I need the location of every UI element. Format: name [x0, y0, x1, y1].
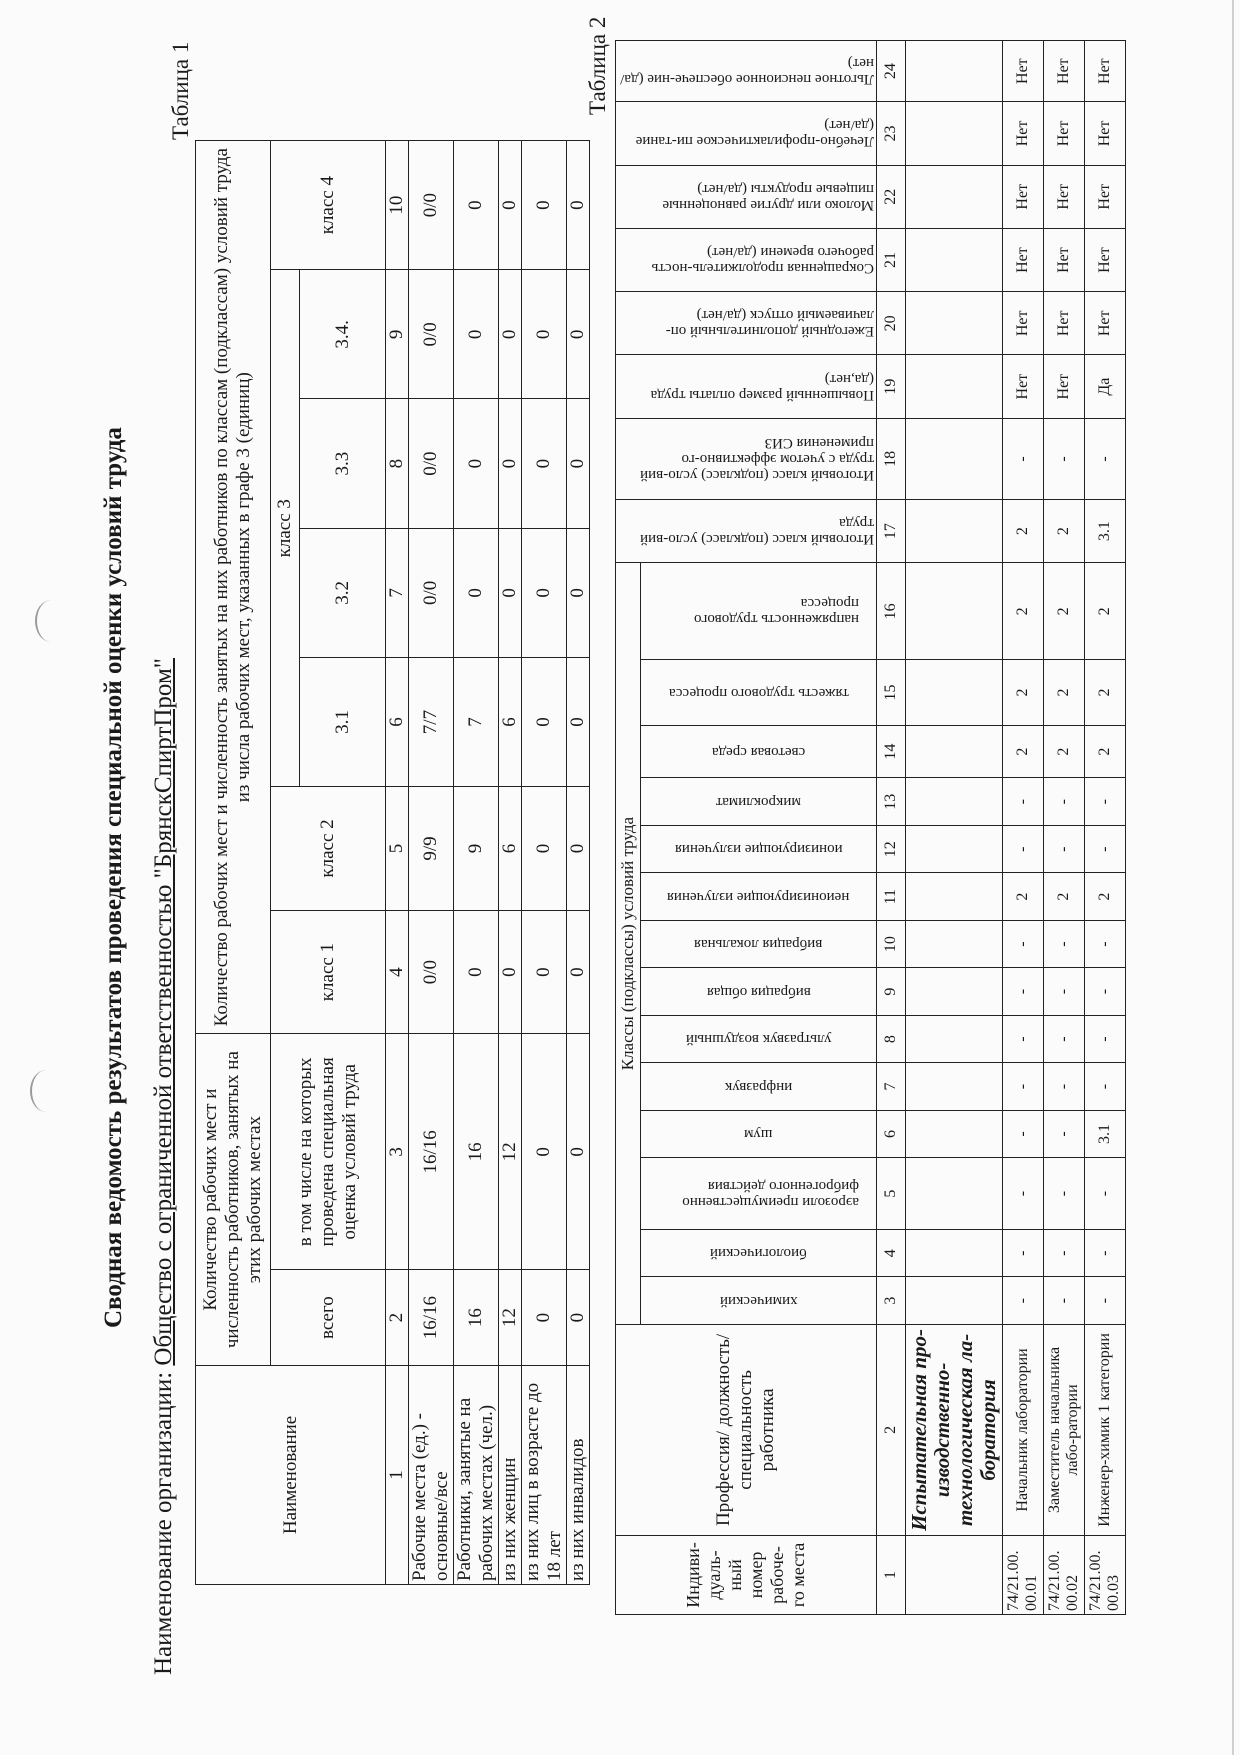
cell: 16/16 — [409, 1270, 454, 1366]
col-number: 12 — [877, 825, 906, 872]
col-number: 1 — [386, 1365, 409, 1584]
cell: - — [1003, 778, 1044, 825]
cell: Нет — [1003, 165, 1044, 228]
table-1 — [195, 140, 590, 1585]
profession: Начальник лаборатории — [1003, 1324, 1044, 1535]
t2-header-extra-leave: Ежегодный дополнительный оп-лачиваемый отпуск (да/нет) — [665, 307, 874, 340]
col-number: 11 — [877, 873, 906, 920]
cell: 0 — [454, 910, 499, 1034]
factor-ultrasound: ультразвук воздушный — [685, 1031, 832, 1048]
table-row — [1044, 41, 1085, 1615]
t2-column-numbers — [877, 41, 906, 1615]
cell: 7 — [454, 657, 499, 786]
cell: 0/0 — [409, 270, 454, 399]
cell: - — [1085, 1063, 1126, 1110]
col-number: 5 — [386, 787, 409, 911]
cell: 0 — [567, 1270, 590, 1366]
cell: 9/9 — [409, 787, 454, 911]
cell: 0/0 — [409, 528, 454, 657]
col-number: 10 — [877, 920, 906, 967]
cell: - — [1044, 1015, 1085, 1062]
workplace-id: 74/21.00. 00.02 — [1044, 1535, 1085, 1614]
cell: 0 — [522, 399, 567, 528]
cell: 2 — [1044, 725, 1085, 778]
cell: 7/7 — [409, 657, 454, 786]
t2-header-increased-pay: Повышенный размер оплаты труда (да,нет) — [650, 370, 874, 403]
cell: 2 — [1003, 660, 1044, 725]
col-number: 18 — [877, 418, 906, 499]
cell: Нет — [1003, 228, 1044, 291]
factor-biological: биологический — [710, 1245, 807, 1262]
cell: - — [1003, 1229, 1044, 1276]
cell: - — [1044, 920, 1085, 967]
cell: 0 — [567, 270, 590, 399]
cell: 2 — [1044, 563, 1085, 660]
factor-infrasound: инфразвук — [725, 1078, 793, 1095]
t1-header-3-3: 3.3 — [300, 399, 386, 528]
cell: - — [1044, 968, 1085, 1015]
factor-microclimate: микроклимат — [716, 793, 802, 810]
cell: 0 — [567, 399, 590, 528]
col-number: 3 — [877, 1277, 906, 1324]
cell: - — [1085, 1229, 1126, 1276]
cell: - — [1085, 968, 1126, 1015]
col-number: 21 — [877, 228, 906, 291]
factor-vibration-general: вибрация общая — [706, 983, 811, 1000]
cell: Нет — [1044, 292, 1085, 355]
t2-header-reduced-hours: Сокращенная продолжитель-ность рабочего времени (да/нет) — [651, 244, 874, 277]
cell: 0 — [522, 270, 567, 399]
cell: 2 — [1003, 563, 1044, 660]
t2-header-therapeutic-food: Лечебно-профилактическое пи-тание (да/нет) — [635, 117, 874, 150]
cell: - — [1085, 1158, 1126, 1230]
factor-noise: шум — [744, 1126, 773, 1142]
t2-header-workplace-no: Индиви-дуаль-ный номер рабоче-го места — [616, 1535, 877, 1614]
factor-aerosols: аэрозоли преимущественно фиброгенного действия — [681, 1177, 859, 1210]
cell: - — [1003, 1277, 1044, 1324]
t1-header-class1: класс 1 — [271, 910, 386, 1034]
t1-header-count-group: Количество рабочих мест и численность работников, занятых на этих рабочих местах — [196, 1034, 271, 1366]
col-number: 13 — [877, 778, 906, 825]
cell: 0 — [454, 528, 499, 657]
cell: 0 — [522, 1270, 567, 1366]
cell: 0 — [499, 399, 522, 528]
cell: - — [1044, 418, 1085, 499]
col-number: 20 — [877, 292, 906, 355]
cell: - — [1003, 1015, 1044, 1062]
cell: - — [1085, 920, 1126, 967]
cell: - — [1003, 1110, 1044, 1157]
cell: - — [1085, 1277, 1126, 1324]
cell: 12 — [499, 1270, 522, 1366]
cell: - — [1044, 778, 1085, 825]
cell: 2 — [1044, 660, 1085, 725]
table-2 — [615, 40, 1126, 1615]
t1-header-name: Наименование — [196, 1365, 386, 1584]
table1-caption: Таблица 1 — [168, 41, 193, 140]
cell: 2 — [1085, 563, 1126, 660]
t2-header-milk: Молоко или другие равноценные пищевые продукты (да/нет) — [661, 180, 874, 213]
cell: Нет — [1003, 292, 1044, 355]
cell: - — [1044, 825, 1085, 872]
factor-chemical: химический — [719, 1292, 798, 1309]
cell: Нет — [1044, 355, 1085, 418]
col-number: 9 — [386, 270, 409, 399]
cell: - — [1003, 920, 1044, 967]
cell: - — [1085, 778, 1126, 825]
t2-header-profession: Профессия/ должность/ специальность работника — [616, 1324, 877, 1535]
cell: 2 — [1003, 725, 1044, 778]
cell: - — [1044, 1229, 1085, 1276]
cell: 0 — [499, 910, 522, 1034]
cell: 2 — [1044, 873, 1085, 920]
cell: Нет — [1085, 228, 1126, 291]
factor-labor-intensity: напряженность трудового процесса — [693, 595, 859, 628]
cell: - — [1003, 968, 1044, 1015]
factor-labor-severity: тяжесть трудового процесса — [668, 684, 849, 701]
table-row — [522, 141, 567, 1585]
col-number: 15 — [877, 660, 906, 725]
cell: 0 — [522, 528, 567, 657]
cell: - — [1003, 418, 1044, 499]
cell: - — [1003, 825, 1044, 872]
col-number: 23 — [877, 102, 906, 165]
cell: Нет — [1044, 228, 1085, 291]
cell: 12 — [499, 1034, 522, 1270]
cell: 0/0 — [409, 141, 454, 270]
cell: 0 — [567, 787, 590, 911]
cell: 3.1 — [1085, 1110, 1126, 1157]
col-number: 5 — [877, 1158, 906, 1230]
col-number: 22 — [877, 165, 906, 228]
org-name: Общество с ограниченной ответственностью "БрянскСпиртПром" — [150, 658, 177, 1366]
cell: - — [1044, 1277, 1085, 1324]
t1-header-class2: класс 2 — [271, 787, 386, 911]
table-row — [409, 141, 454, 1585]
cell: 0 — [567, 1034, 590, 1270]
cell: Нет — [1044, 102, 1085, 165]
col-number: 14 — [877, 725, 906, 778]
t2-header-classes-group: Классы (подклассы) условий труда — [616, 563, 641, 1325]
workplace-id: 74/21.00. 00.01 — [1003, 1535, 1044, 1614]
col-number: 24 — [877, 41, 906, 102]
t1-header-3-2: 3.2 — [300, 528, 386, 657]
cell: 0 — [454, 270, 499, 399]
t1-header-assessed: в том числе на которых проведена специальная оценка условий труда — [271, 1034, 386, 1270]
cell: 0 — [454, 141, 499, 270]
t1-header-3-4: 3.4. — [300, 270, 386, 399]
col-number: 3 — [386, 1034, 409, 1270]
cell: 0 — [522, 141, 567, 270]
cell: 2 — [1085, 660, 1126, 725]
t1-header-classes-group: Количество рабочих мест и численность занятых на них работников по классам (подклассам) условий труда из числа рабочих мест, указанных в графе 3 (единиц) — [196, 141, 271, 1034]
row-label: Работники, занятые на рабочих местах (чел.) — [454, 1365, 499, 1584]
cell: - — [1085, 418, 1126, 499]
col-number: 7 — [386, 528, 409, 657]
t2-header-final-class-siz: Итоговый класс (подкласс) усло-вий труда с учетом эффективно-го применения СИЗ — [639, 434, 874, 483]
col-number: 6 — [386, 657, 409, 786]
cell: 2 — [1003, 500, 1044, 563]
col-number: 17 — [877, 500, 906, 563]
workplace-id: 74/21.00. 00.03 — [1085, 1535, 1126, 1614]
t1-header-total: всего — [271, 1270, 386, 1366]
organization-line — [150, 658, 178, 1675]
cell: - — [1085, 1015, 1126, 1062]
row-label: Рабочие места (ед.) - основные/все — [409, 1365, 454, 1584]
factor-vibration-local: вибрация локальная — [694, 936, 823, 953]
cell: 0 — [567, 910, 590, 1034]
cell: 0 — [522, 787, 567, 911]
cell: Нет — [1003, 41, 1044, 102]
table-row — [454, 141, 499, 1585]
table2-caption: Таблица 2 — [585, 16, 610, 115]
col-number: 7 — [877, 1063, 906, 1110]
col-number: 8 — [386, 399, 409, 528]
cell: 6 — [499, 657, 522, 786]
profession: Заместитель начальника лабо-ратории — [1044, 1324, 1085, 1535]
cell: Нет — [1044, 165, 1085, 228]
col-number: 9 — [877, 968, 906, 1015]
cell: 0/0 — [409, 910, 454, 1034]
cell: 16 — [454, 1270, 499, 1366]
cell: 0 — [567, 528, 590, 657]
cell: 16/16 — [409, 1034, 454, 1270]
col-number: 2 — [386, 1270, 409, 1366]
t1-header-class4: класс 4 — [271, 141, 386, 270]
cell: Нет — [1085, 41, 1126, 102]
col-number: 2 — [877, 1324, 906, 1535]
cell: 6 — [499, 787, 522, 911]
col-number: 4 — [386, 910, 409, 1034]
cell: Нет — [1044, 41, 1085, 102]
cell: 0 — [522, 657, 567, 786]
cell: 0 — [567, 141, 590, 270]
cell: Нет — [1085, 165, 1126, 228]
cell: 9 — [454, 787, 499, 911]
col-number: 4 — [877, 1229, 906, 1276]
col-number: 6 — [877, 1110, 906, 1157]
cell: 0 — [522, 910, 567, 1034]
org-label: Наименование организации: — [150, 1371, 177, 1675]
table-row — [499, 141, 522, 1585]
cell: 3.1 — [1085, 500, 1126, 563]
cell: 16 — [454, 1034, 499, 1270]
document-title: Сводная ведомость результатов проведения специальной оценки условий труда — [100, 427, 127, 1328]
row-label: из них лиц в возрасте до 18 лет — [522, 1365, 567, 1584]
cell: - — [1044, 1063, 1085, 1110]
row-label: из них женщин — [499, 1365, 522, 1584]
cell: Нет — [1085, 292, 1126, 355]
cell: 0 — [499, 528, 522, 657]
t2-header-final-class: Итоговый класс (подкласс) усло-вий труда — [639, 515, 874, 548]
section-row — [906, 41, 1003, 1615]
table-row — [567, 141, 590, 1585]
col-number: 16 — [877, 563, 906, 660]
cell: - — [1044, 1158, 1085, 1230]
cell: 2 — [1044, 500, 1085, 563]
col-number: 1 — [877, 1535, 906, 1614]
cell: - — [1003, 1158, 1044, 1230]
factor-ionizing: ионизирующие излучения — [674, 841, 843, 858]
col-number: 19 — [877, 355, 906, 418]
cell: Нет — [1003, 355, 1044, 418]
factor-nonionizing: неионизирующие излучения — [667, 888, 850, 905]
cell: Нет — [1003, 102, 1044, 165]
profession: Инженер-химик 1 категории — [1085, 1324, 1126, 1535]
cell: - — [1003, 1063, 1044, 1110]
table-row — [1003, 41, 1044, 1615]
cell: - — [1085, 825, 1126, 872]
row-label: из них инвалидов — [567, 1365, 590, 1584]
section-title: Испытательная про-изводственно-технологическая ла-боратория — [906, 1324, 1003, 1535]
col-number: 10 — [386, 141, 409, 270]
col-number: 8 — [877, 1015, 906, 1062]
cell: 0 — [454, 399, 499, 528]
cell: Нет — [1085, 102, 1126, 165]
factor-lighting: световая среда — [712, 743, 806, 760]
cell: 2 — [1085, 873, 1126, 920]
cell: 2 — [1003, 873, 1044, 920]
t1-header-3-1: 3.1 — [300, 657, 386, 786]
t2-header-pension: Льготное пенсионное обеспече-ние (да/нет) — [619, 55, 874, 88]
cell: 2 — [1085, 725, 1126, 778]
cell: - — [1044, 1110, 1085, 1157]
cell: 0 — [499, 270, 522, 399]
t1-column-numbers — [386, 141, 409, 1585]
cell: Да — [1085, 355, 1126, 418]
table-row — [1085, 41, 1126, 1615]
cell: 0 — [567, 657, 590, 786]
cell: 0 — [499, 141, 522, 270]
t1-header-class3: класс 3 — [271, 270, 300, 787]
cell: 0 — [522, 1034, 567, 1270]
cell: 0/0 — [409, 399, 454, 528]
